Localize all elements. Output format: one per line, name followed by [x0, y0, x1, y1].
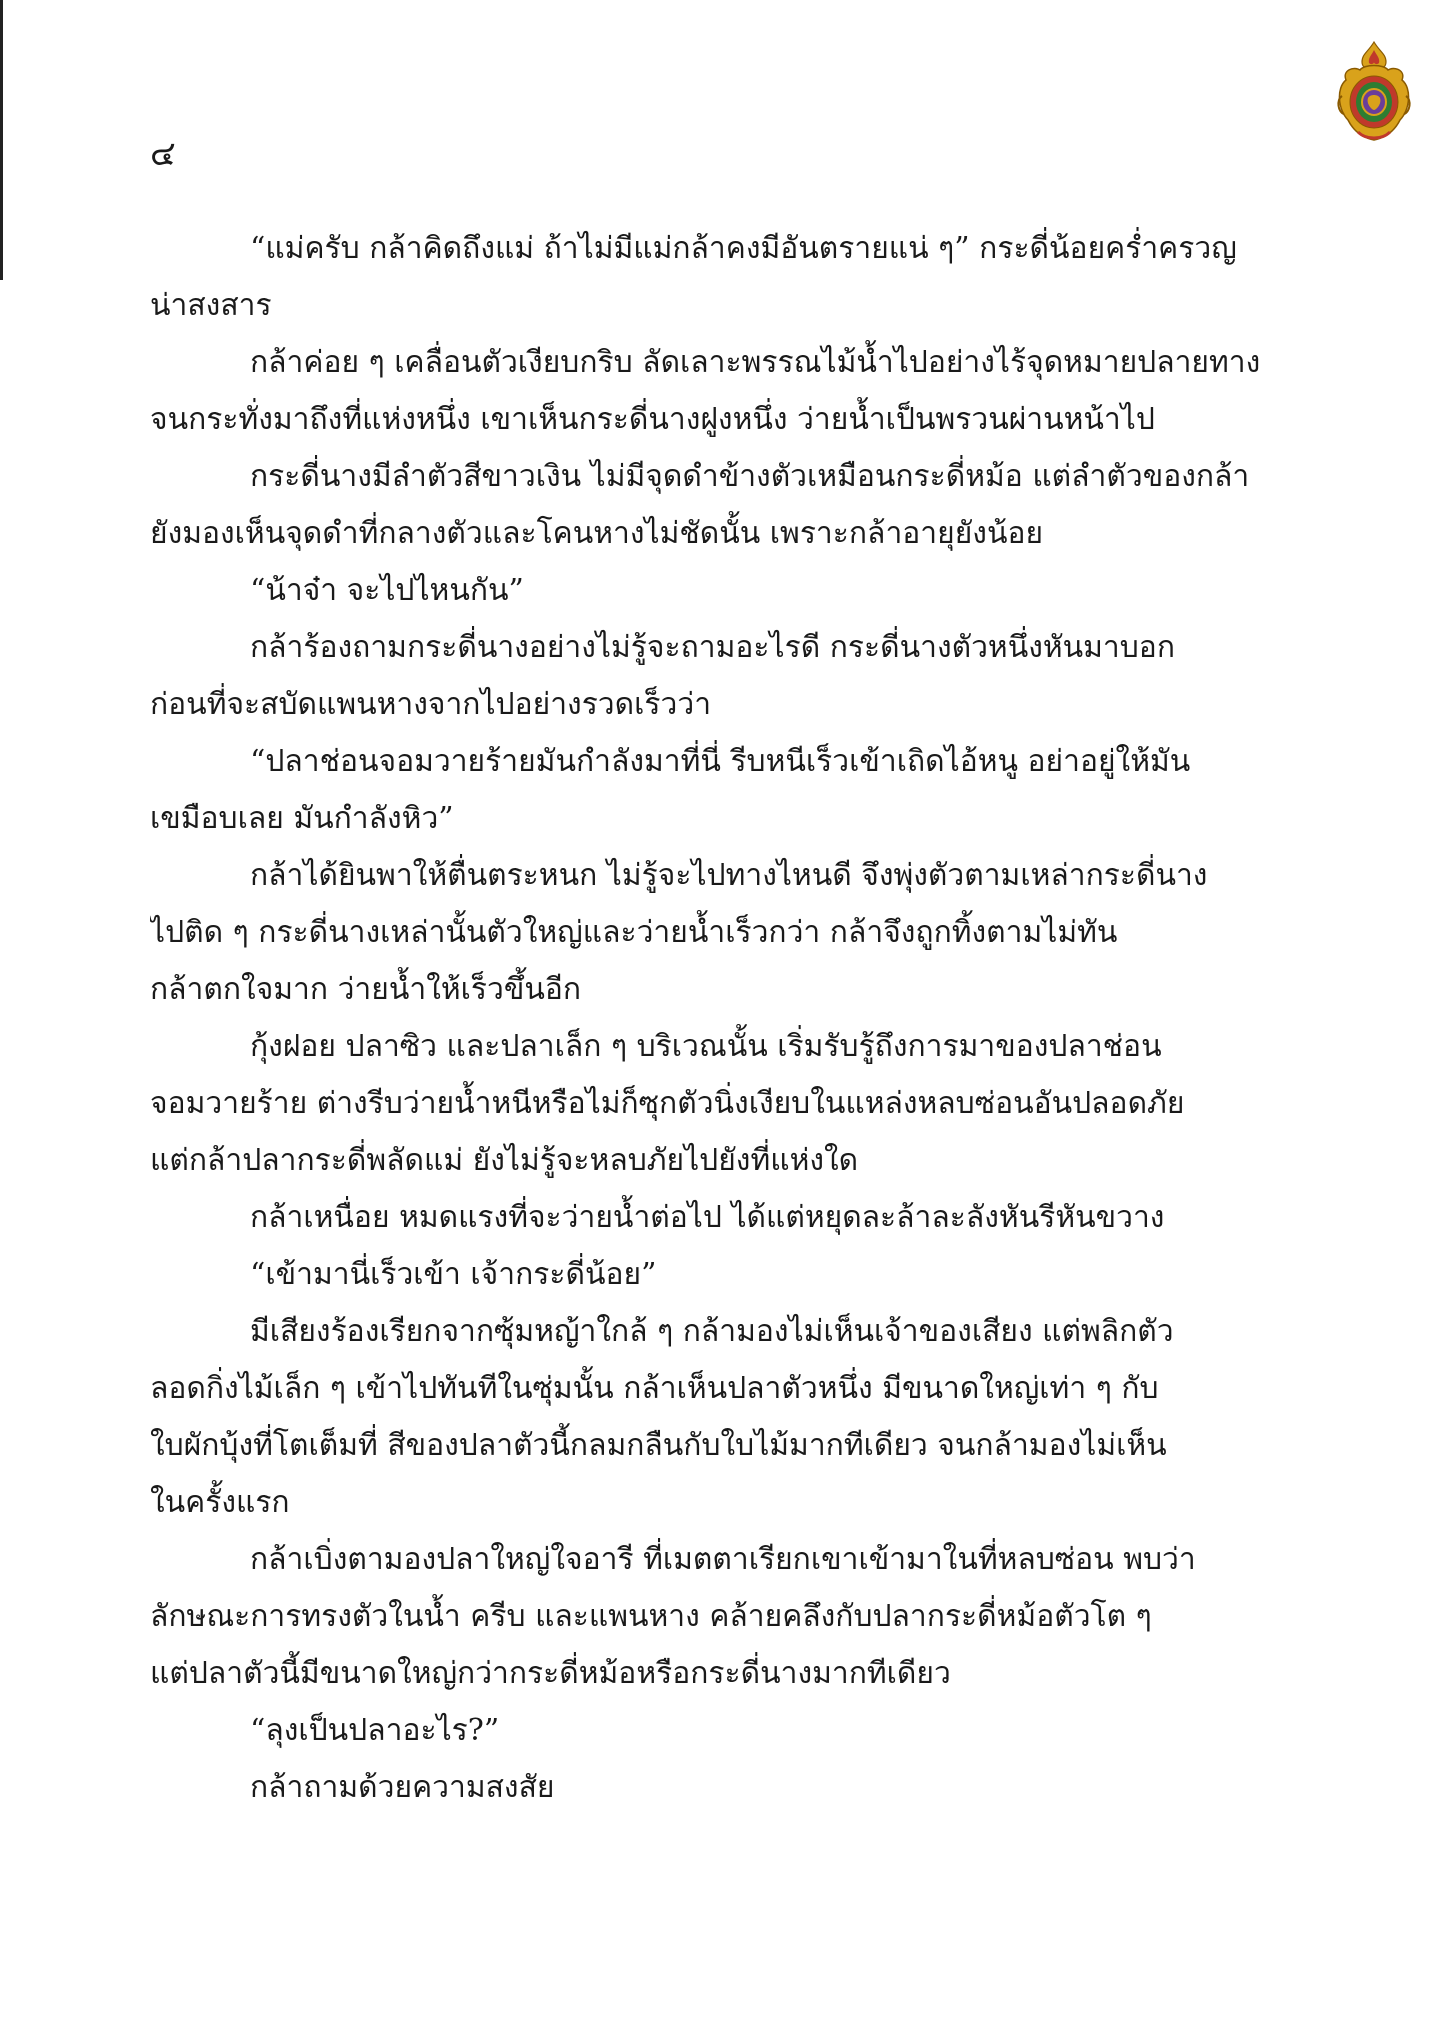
text-line: กล้าได้ยินพาให้ตื่นตระหนก ไม่รู้จะไปทางไหนดี จึงพุ่งตัวตามเหล่ากระดี่นาง	[250, 858, 1208, 893]
scan-edge-line	[0, 0, 3, 280]
text-line: มีเสียงร้องเรียกจากซุ้มหญ้าใกล้ ๆ กล้ามองไม่เห็นเจ้าของเสียง แต่พลิกตัว	[250, 1314, 1174, 1349]
text-line: กุ้งฝอย ปลาซิว และปลาเล็ก ๆ บริเวณนั้น เริ่มรับรู้ถึงการมาของปลาช่อน	[250, 1029, 1162, 1064]
page-number: ๔	[150, 134, 176, 174]
text-line: กล้าถามด้วยความสงสัย	[250, 1770, 555, 1805]
text-line: ก่อนที่จะสบัดแพนหางจากไปอย่างรวดเร็วว่า	[150, 687, 712, 722]
text-line: “แม่ครับ กล้าคิดถึงแม่ ถ้าไม่มีแม่กล้าคงมีอันตรายแน่ ๆ” กระดี่น้อยคร่ำครวญ	[250, 231, 1237, 266]
text-line: กล้าค่อย ๆ เคลื่อนตัวเงียบกริบ ลัดเลาะพรรณไม้น้ำไปอย่างไร้จุดหมายปลายทาง	[250, 345, 1261, 380]
text-line: ยังมองเห็นจุดดำที่กลางตัวและโคนหางไม่ชัดนั้น เพราะกล้าอายุยังน้อย	[150, 516, 1044, 551]
text-line: กล้าเบิ่งตามองปลาใหญ่ใจอารี ที่เมตตาเรียกเขาเข้ามาในที่หลบซ่อน พบว่า	[250, 1542, 1196, 1577]
text-line: กล้าร้องถามกระดี่นางอย่างไม่รู้จะถามอะไรดี กระดี่นางตัวหนึ่งหันมาบอก	[250, 630, 1175, 665]
text-line: กล้าตกใจมาก ว่ายน้ำให้เร็วขึ้นอีก	[150, 972, 582, 1007]
text-line: “น้าจ๋า จะไปไหนกัน”	[250, 573, 524, 608]
text-line: ลอดกิ่งไม้เล็ก ๆ เข้าไปทันทีในซุ่มนั้น กล้าเห็นปลาตัวหนึ่ง มีขนาดใหญ่เท่า ๆ กับ	[150, 1371, 1159, 1406]
text-line: ไปติด ๆ กระดี่นางเหล่านั้นตัวใหญ่และว่ายน้ำเร็วกว่า กล้าจึงถูกทิ้งตามไม่ทัน	[150, 915, 1118, 950]
text-line: จอมวายร้าย ต่างรีบว่ายน้ำหนีหรือไม่ก็ซุกตัวนิ่งเงียบในแหล่งหลบซ่อนอันปลอดภัย	[150, 1086, 1185, 1121]
story-body	[150, 220, 1302, 1816]
text-line: กระดี่นางมีลำตัวสีขาวเงิน ไม่มีจุดดำข้างตัวเหมือนกระดี่หม้อ แต่ลำตัวของกล้า	[250, 459, 1250, 494]
text-line: “ลุงเป็นปลาอะไร?”	[250, 1713, 500, 1748]
ministry-of-education-emblem-icon	[1332, 40, 1416, 144]
text-line: น่าสงสาร	[150, 288, 272, 323]
text-line: แต่กล้าปลากระดี่พลัดแม่ ยังไม่รู้จะหลบภัยไปยังที่แห่งใด	[150, 1143, 859, 1178]
text-line: ใบผักบุ้งที่โตเต็มที่ สีของปลาตัวนี้กลมกลืนกับใบไม้มากทีเดียว จนกล้ามองไม่เห็น	[150, 1428, 1167, 1463]
text-line: “เข้ามานี่เร็วเข้า เจ้ากระดี่น้อย”	[250, 1257, 657, 1292]
text-line: กล้าเหนื่อย หมดแรงที่จะว่ายน้ำต่อไป ได้แต่หยุดละล้าละลังหันรีหันขวาง	[250, 1200, 1165, 1235]
text-line: จนกระทั่งมาถึงที่แห่งหนึ่ง เขาเห็นกระดี่นางฝูงหนึ่ง ว่ายน้ำเป็นพรวนผ่านหน้าไป	[150, 402, 1155, 437]
text-line: ลักษณะการทรงตัวในน้ำ ครีบ และแพนหาง คล้ายคลึงกับปลากระดี่หม้อตัวโต ๆ	[150, 1599, 1152, 1634]
text-line: แต่ปลาตัวนี้มีขนาดใหญ่กว่ากระดี่หม้อหรือกระดี่นางมากทีเดียว	[150, 1656, 951, 1691]
text-line: “ปลาช่อนจอมวายร้ายมันกำลังมาที่นี่ รีบหนีเร็วเข้าเถิดไอ้หนู อย่าอยู่ให้มัน	[250, 744, 1191, 779]
text-line: ในครั้งแรก	[150, 1485, 290, 1520]
text-line: เขมือบเลย มันกำลังหิว”	[150, 801, 454, 836]
